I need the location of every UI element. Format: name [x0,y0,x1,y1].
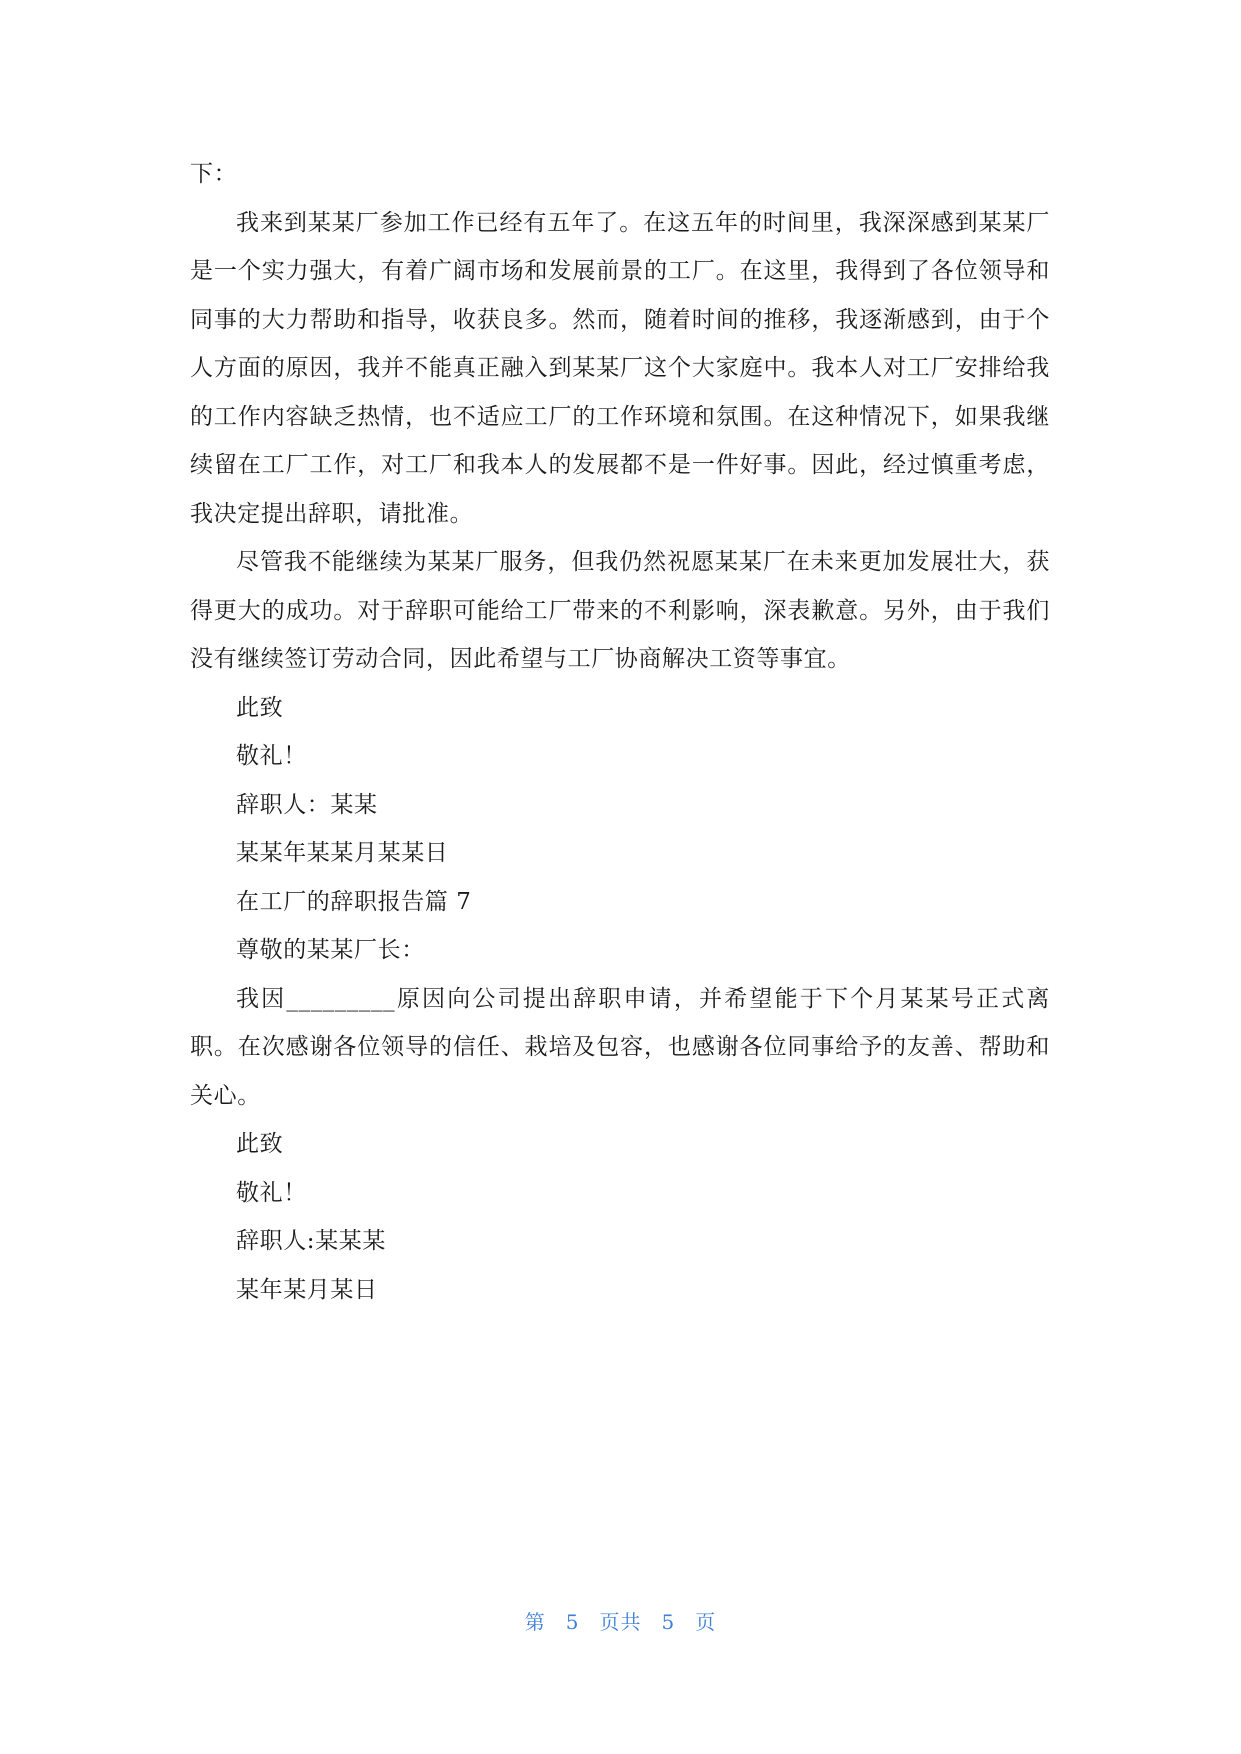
closing-salutation-2: 此致 [236,1131,284,1157]
section-heading: 在工厂的辞职报告篇 7 [236,888,472,915]
paragraph-work-experience: 我来到某某厂参加工作已经有五年了。在这五年的时间里，我深深感到某某厂是一个实力强大，有着广阔市场和发展前景的工厂。在这里，我得到了各位领导和同事的大力帮助和指导，收获良多。然而，随着时间的推移，我逐渐感到，由于个人方面的原因，我并不能真正融入到某某厂这个大家庭中。我本人对工厂安排给我的工作内容缺乏热情，也不适应工厂的工作环境和氛围。在这种情况下，如果我继续留在工厂工作，对工厂和我本人的发展都不是一件好事。因此，经过慎重考虑，我决定提出辞职，请批准。 [190,209,1050,527]
document-body [190,150,1050,1314]
letter-greeting: 尊敬的某某厂长： [236,937,425,963]
signature-date-2: 某年某月某日 [236,1276,378,1303]
closing-respect: 敬礼！ [236,743,307,769]
closing-respect-2: 敬礼！ [236,1179,307,1206]
footer-prefix: 第 [524,1610,546,1634]
signature-date: 某某年某某月某某日 [236,840,449,866]
paragraph-wishes: 尽管我不能继续为某某厂服务，但我仍然祝愿某某厂在未来更加发展壮大，获得更大的成功。对于辞职可能给工厂带来的不利影响，深表歉意。另外，由于我们没有继续签订劳动合同，因此希望与工厂协商解决工资等事宜。 [190,549,1050,672]
paragraph-continuation: 下： [190,161,238,187]
footer-middle: 页共 [599,1610,642,1634]
footer-suffix: 页 [695,1610,717,1634]
closing-salutation: 此致 [236,694,284,721]
footer-total-pages: 5 [661,1610,676,1634]
signature-resigner-2: 辞职人:某某某 [236,1228,386,1254]
paragraph-resignation-request: 我因_________原因向公司提出辞职申请，并希望能于下个月某某号正式离职。在次感谢各位领导的信任、栽培及包容，也感谢各位同事给予的友善、帮助和关心。 [190,985,1050,1109]
footer-current-page: 5 [565,1610,580,1634]
signature-resigner: 辞职人：某某 [236,791,378,818]
page-footer [0,1606,1241,1635]
